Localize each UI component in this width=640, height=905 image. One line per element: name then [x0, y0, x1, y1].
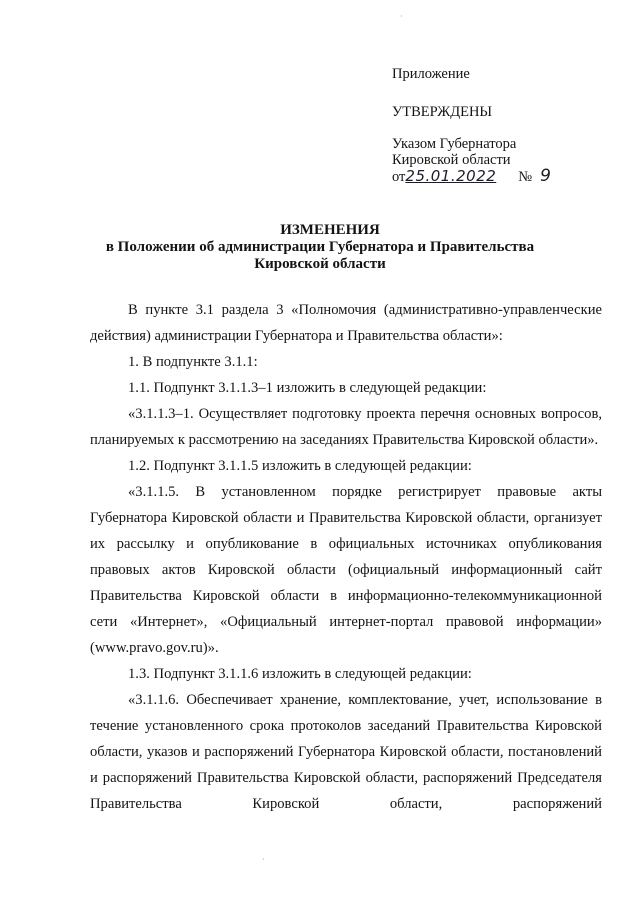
paragraph: «3.1.1.6. Обеспечивает хранение, комплектование, учет, использование в течение установленного срока протоколов заседаний Правительства Кировской области, указов и распоряжений Губернатора Кировской области, постановлений и распоряжений Правительства Кировской области, распоряжений Председателя Правительства Кировской области, распоряжений	[90, 692, 602, 812]
approved-label: УТВЕРЖДЕНЫ	[392, 104, 493, 120]
paragraph: «3.1.1.5. В установленном порядке регистрирует правовые акты Губернатора Кировской области и Правительства Кировской области, организует их рассылку и опубликование в официальных источниках опубликования правовых актов Кировской области (официальный информационный сайт Правительства Кировской области в информационно-телекоммуникационной сети «Интернет», «Официальный интернет-портал правовой информации» (www.pravo.gov.ru)».	[90, 484, 602, 656]
number-sign: №	[518, 169, 533, 185]
appendix-label: Приложение	[392, 66, 470, 82]
title-heading: ИЗМЕНЕНИЯ	[280, 222, 380, 238]
scan-speck: ·	[400, 12, 403, 21]
document-body	[90, 297, 602, 817]
document-title	[0, 222, 640, 273]
handwritten-number: 9	[540, 166, 551, 186]
paragraph: «3.1.1.3–1. Осуществляет подготовку проекта перечня основных вопросов, планируемых к рассмотрению на заседаниях Правительства Кировской области».	[90, 406, 602, 448]
paragraph: 1.2. Подпункт 3.1.1.5 изложить в следующей редакции:	[128, 458, 472, 474]
approval-block	[392, 66, 551, 185]
date-prefix: от	[392, 169, 406, 185]
scan-speck: ·	[262, 855, 265, 864]
paragraph: 1. В подпункте 3.1.1:	[128, 354, 258, 370]
paragraph: В пункте 3.1 раздела 3 «Полномочия (административно-управленческие действия) администрации Губернатора и Правительства области»:	[90, 302, 602, 344]
paragraph: 1.1. Подпункт 3.1.1.3–1 изложить в следующей редакции:	[128, 380, 487, 396]
handwritten-date: 25.01.2022	[405, 167, 497, 185]
paragraph: 1.3. Подпункт 3.1.1.6 изложить в следующей редакции:	[128, 666, 472, 682]
region-label: Кировской области	[392, 152, 511, 168]
date-number-line	[392, 168, 551, 185]
title-subtitle-line1: в Положении об администрации Губернатора и Правительства	[105, 239, 535, 255]
decree-label: Указом Губернатора	[392, 136, 517, 152]
title-subtitle-line2: Кировской области	[254, 256, 386, 272]
